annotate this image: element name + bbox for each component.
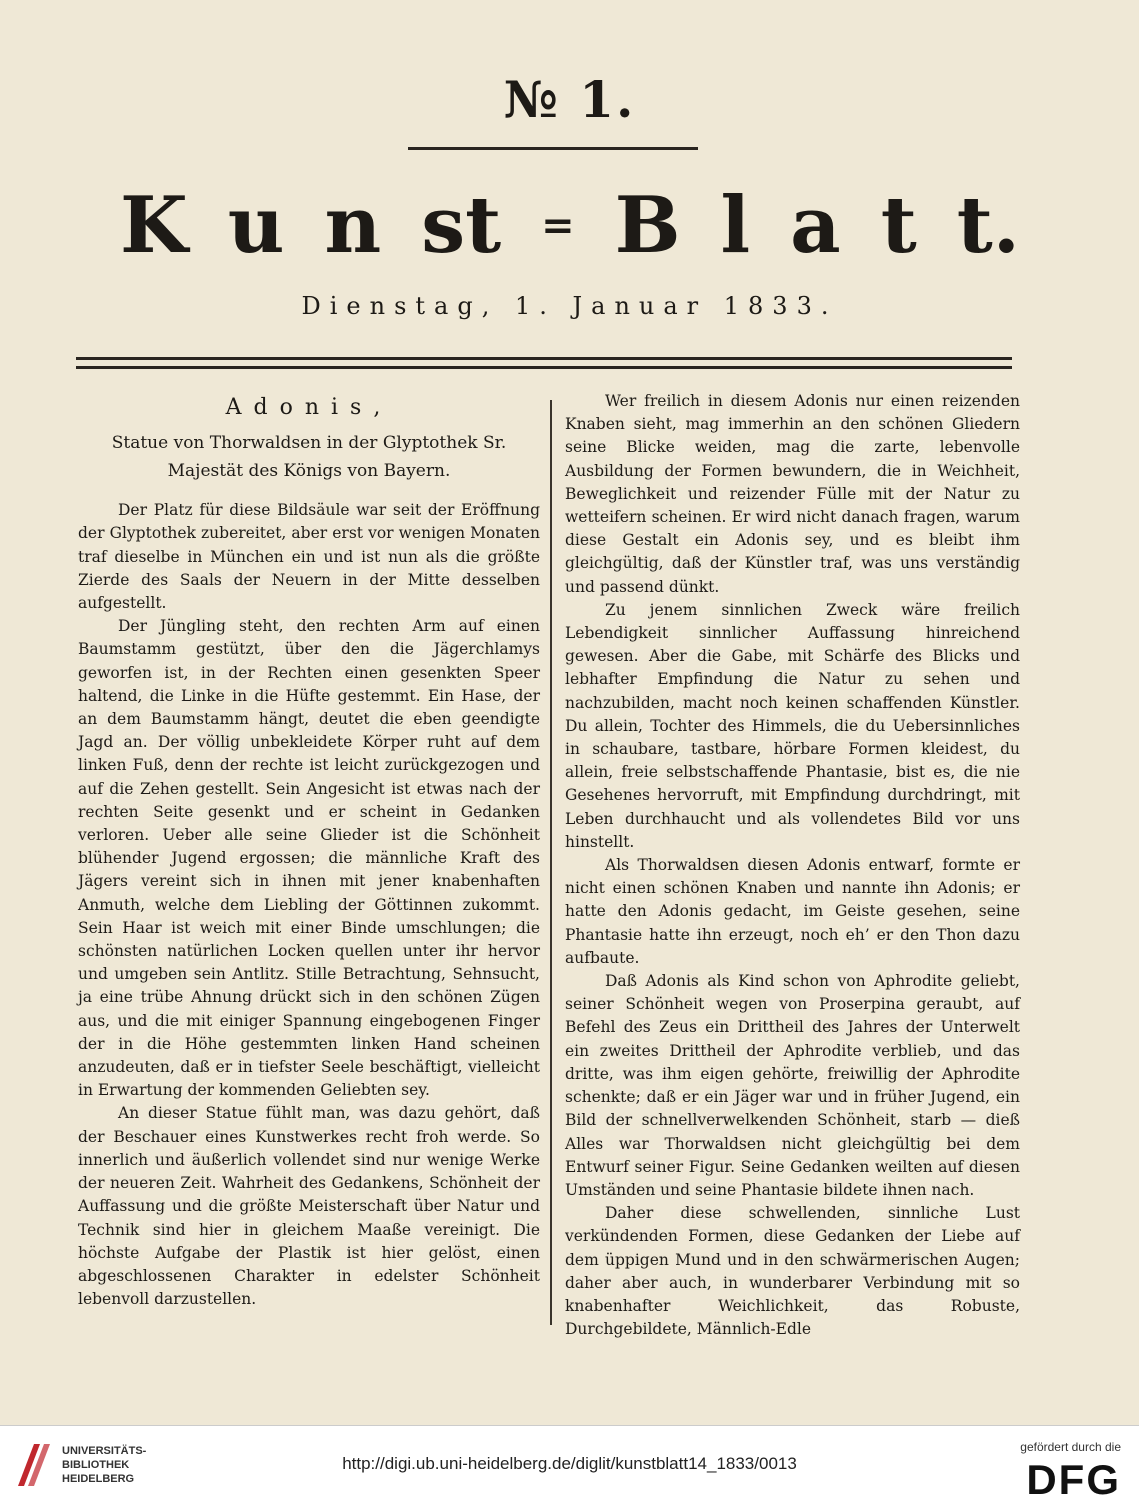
title-letter: u (227, 180, 285, 271)
title-letter: B (614, 180, 681, 271)
column-divider (550, 400, 552, 1325)
library-name-line: HEIDELBERG (62, 1473, 135, 1485)
left-column (78, 390, 540, 1311)
title-letter: l (720, 180, 751, 271)
masthead-title (120, 180, 1020, 271)
paragraph: Der Jüngling steht, den rechten Arm auf einen Baumstamm gestützt, über den die Jägerchlamys geworfen ist, in der Rechten einen gesenkten Speer haltend, die Linke in die Hüfte gestemmt. Ein Hase, der an dem Baumstamm hängt, deutet die eben geendigte Jagd an. Der völlig unbekleidete Körper ruht auf dem linken Fuß, denn der rechte ist leicht zurückgezogen und auf die Zehen gestellt. Sein Angesicht ist etwas nach der rechten Seite gesenkt und er scheint in Gedanken verloren. Ueber alle seine Glieder ist die Schönheit blühender Jugend ergossen; die männliche Kraft des Jägers vereint sich in ihnen mit jener knabenhaften Anmuth, welche dem Liebling der Göttinnen zukommt. Sein Haar ist weich mit einer Binde umschlungen; die schönsten natürlichen Locken quellen unter ihr hervor und umgeben sein Antlitz. Stille Betrachtung, Sehnsucht, ja eine trübe Ahnung drückt sich in den schönen Zügen aus, und die mit einiger Spannung eingebogenen Finger der in die Höhe gestemmten linken Hand scheinen anzudeuten, daß er in tiefster Seele beschäftigt, vielleicht in Erwartung der kommenden Geliebten sey. (78, 617, 540, 1100)
right-column (565, 390, 1020, 1341)
paragraph: Daß Adonis als Kind schon von Aphrodite geliebt, seiner Schönheit wegen von Proserpina geraubt, auf Befehl des Zeus ein Drittheil des Jahres der Unterwelt ein zweites Drittheil der Aphrodite verblieb, und das dritte, was ihm eigen gehörte, freiwillig der Aphrodite schenkte; daß er ein Jäger war und in früher Jugend, ein Bild der schnellverwelkenden Schönheit, starb — dieß Alles war Thorwaldsen nicht gleichgültig bei dem Entwurf seiner Figur. Seine Gedanken weilten auf diesen Umständen und seine Phantasie bildete ihnen nach. (565, 972, 1020, 1199)
header-double-rule (76, 357, 1012, 369)
article-subtitle-line: Statue von Thorwaldsen in der Glyptothek Sr. (111, 433, 507, 454)
viewer-footer (0, 1425, 1139, 1508)
permalink-url[interactable]: http://digi.ub.uni-heidelberg.de/diglit/kunstblatt14_1833/0013 (342, 1454, 797, 1473)
paragraph: An dieser Statue fühlt man, was dazu gehört, daß der Beschauer eines Kunstwerkes recht froh werde. So innerlich und äußerlich vollendet sind nur wenige Werke der neueren Zeit. Wahrheit des Gedankens, Schönheit der Auffassung und die größte Meisterschaft über Natur und Technik sind hier in gleichem Maaße vereinigt. Die höchste Aufgabe der Plastik ist hier gelöst, einen abgeschlossenen Charakter in edelster Schönheit lebenvoll darzustellen. (78, 1104, 540, 1309)
article-subtitle (78, 429, 540, 485)
library-name-line: BIBLIOTHEK (62, 1459, 130, 1471)
article-title: Adonis, (225, 395, 393, 420)
title-letter: K (120, 180, 188, 271)
title-letter: n (324, 180, 382, 271)
title-letter: t. (956, 180, 1020, 271)
issue-rule (408, 147, 698, 150)
title-letter: t (880, 180, 917, 271)
paragraph: Wer freilich in diesem Adonis nur einen reizenden Knaben sieht, mag immerhin an den schönen Gliedern seine Blicke weiden, mag die zarte, lebenvolle Ausbildung der Formen bewundern, die in Weichheit, Beweglichkeit und reizender Fülle mit der Natur zu wetteifern scheinen. Er wird nicht danach fragen, warum diese Gestalt ein Adonis sey, und es bleibt ihm gleichgültig, daß der Künstler traf, was uns verständig und passend dünkt. (565, 392, 1020, 596)
dfg-logo: DFG (1026, 1456, 1121, 1503)
paragraph: Zu jenem sinnlichen Zweck wäre freilich Lebendigkeit sinnlicher Auffassung hinreichend gewesen. Aber die Gabe, mit Schärfe des Blicks und lebhafter Empfindung die Natur zu sehen und nachzubilden, macht noch keinen schaffenden Künstler. Du allein, Tochter des Himmels, die du Uebersinnliches in schaubare, tastbare, hörbare Formen kleidest, du allein, freie selbstschaffende Phantasie, bist es, die nie Gesehenes hervorruft, mit Empfindung durchdringt, mit Leben durchhaucht und als vollendetes Bild vor uns hinstellt. (565, 600, 1020, 851)
funding-caption: gefördert durch die (1020, 1440, 1121, 1454)
title-letter: a (790, 180, 841, 271)
paragraph: Der Platz für diese Bildsäule war seit der Eröffnung der Glyptothek zubereitet, aber erst vor wenigen Monaten traf dieselbe in München ein und ist nun als die größte Zierde des Saals der Neuern in der Mitte desselben aufgestellt. (78, 501, 540, 613)
article-subtitle-line: Majestät des Königs von Bayern. (167, 461, 451, 482)
title-letter: = (541, 202, 575, 249)
library-name-line: UNIVERSITÄTS- (62, 1445, 147, 1457)
title-letter: st (421, 180, 502, 271)
paragraph: Daher diese schwellenden, sinnliche Lust verkündenden Formen, diese Gedanken der Liebe auf dem üppigen Mund und in den schwärmerischen Augen; daher aber auch, in wunderbarer Verbindung mit so knabenhafter Weichlichkeit, das Robuste, Durchgebildete, Männlich-Edle (565, 1204, 1020, 1339)
paragraph: Als Thorwaldsen diesen Adonis entwarf, formte er nicht einen schönen Knaben und nannte ihn Adonis; er hatte den Adonis gedacht, im Geiste gesehen, seine Phantasie hatte ihn erzeugt, noch eh’ er den Thon dazu aufbaute. (565, 856, 1020, 967)
issue-date: Dienstag, 1. Januar 1833. (301, 292, 838, 320)
issue-number: № 1. (503, 70, 636, 129)
